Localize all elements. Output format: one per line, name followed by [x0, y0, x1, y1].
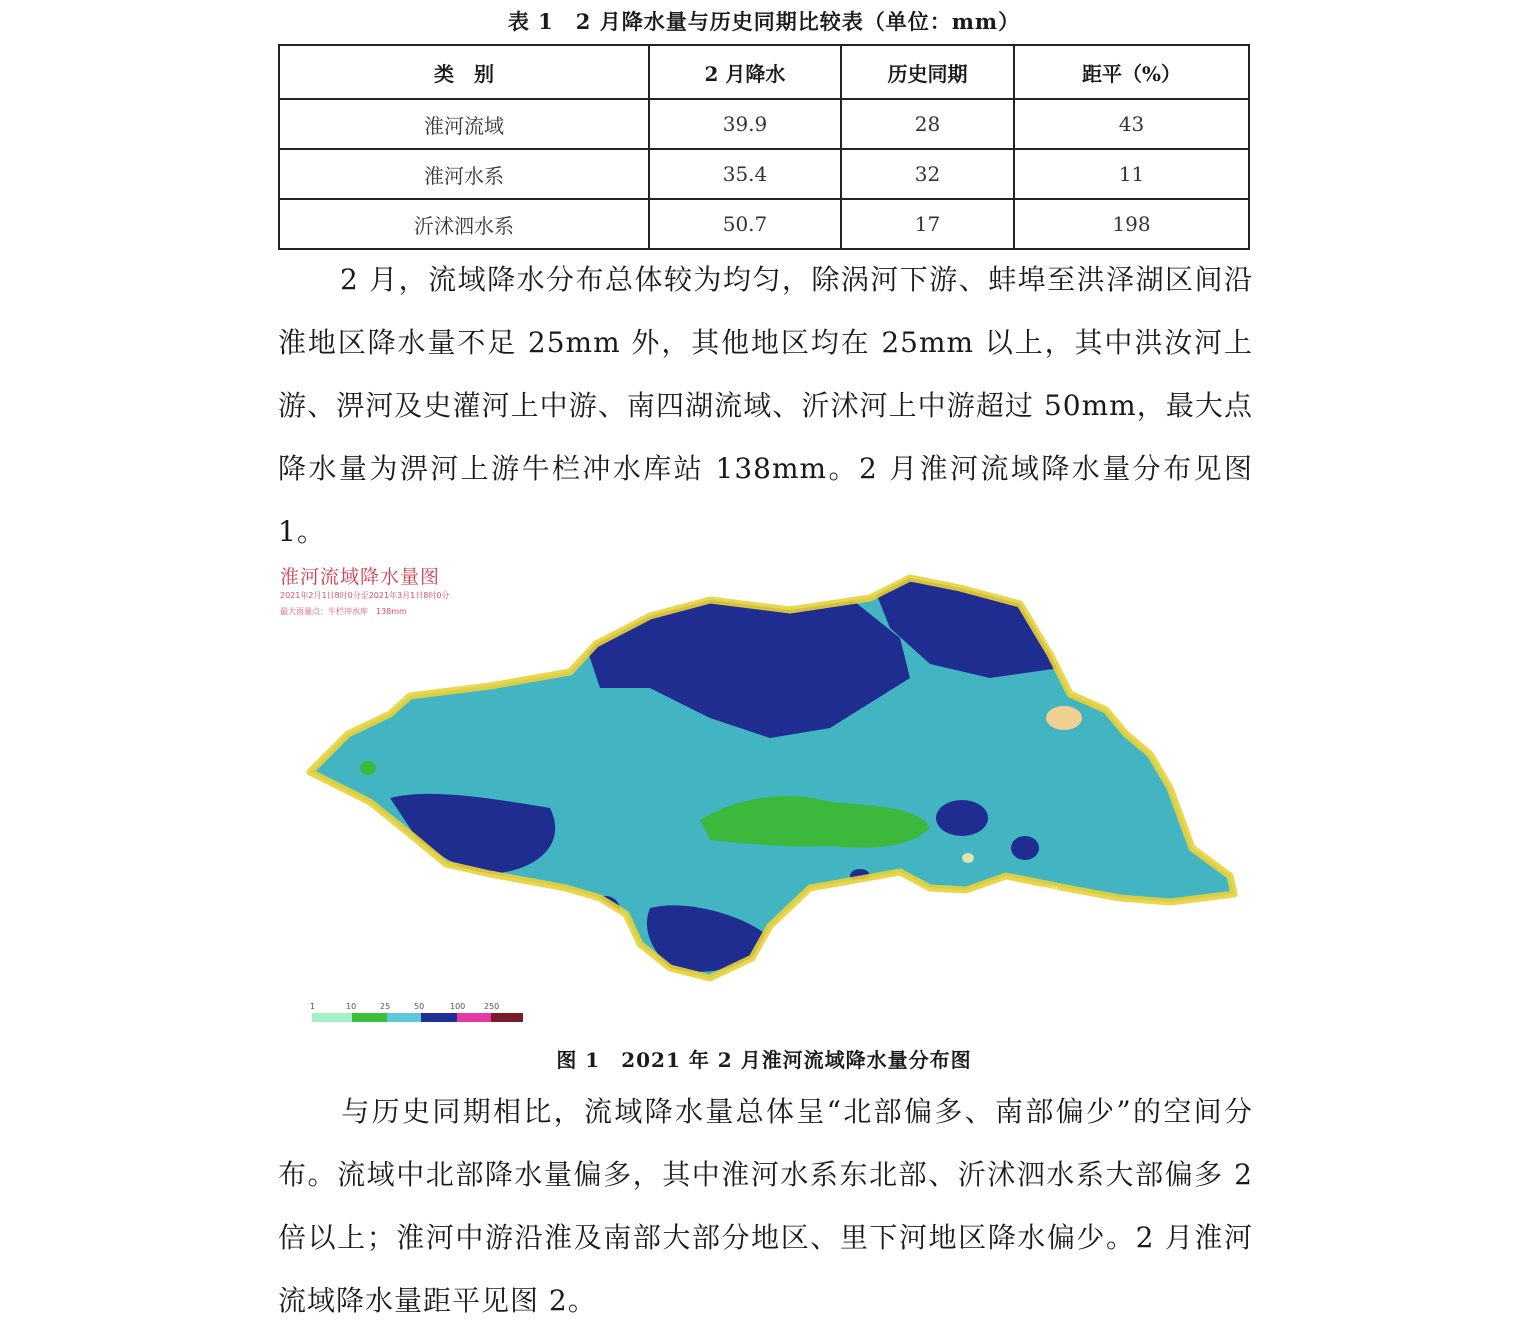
paragraph-2-text: 与历史同期相比，流域降水量总体呈“北部偏多、南部偏少”的空间分布。流域中北部降水量偏多，其中淮河水系东北部、沂沭泗水系大部偏多 2 倍以上；淮河中游沿淮及南部大部分地区、里下河地区降水偏少。2 月淮河流域降水量距平见图 2。 — [278, 1095, 1253, 1317]
legend-tick: 50 — [414, 1002, 425, 1011]
cell-historical: 28 — [841, 99, 1014, 149]
header-anomaly: 距平（%） — [1014, 45, 1249, 99]
paragraph-2 — [278, 1080, 1253, 1332]
cell-category: 淮河水系 — [279, 149, 649, 199]
paragraph-1-text: 2 月，流域降水分布总体较为均匀，除涡河下游、蚌埠至洪泽湖区间沿淮地区降水量不足 25mm 外，其他地区均在 25mm 以上，其中洪汝河上游、淠河及史灌河上中游、南四湖流域、沂沭河上中游超过 50mm，最大点降水量为淠河上游牛栏冲水库站 138mm。2 月淮河流域降水量分布见图 1。 — [278, 263, 1253, 548]
header-feb-precip: 2 月降水 — [649, 45, 841, 99]
header-historical: 历史同期 — [841, 45, 1014, 99]
legend-swatch — [312, 1013, 352, 1022]
paragraph-1 — [278, 248, 1253, 563]
cell-feb-precip: 35.4 — [649, 149, 841, 199]
table-caption: 表 1 2 月降水量与历史同期比较表（单位：mm） — [507, 9, 1021, 34]
precipitation-map-figure — [270, 558, 1260, 1028]
legend-tick: 25 — [380, 1002, 391, 1011]
cell-anomaly: 43 — [1014, 99, 1249, 149]
map-legend — [310, 1002, 523, 1022]
legend-swatch — [421, 1013, 457, 1022]
legend-tick: 100 — [450, 1002, 466, 1011]
table-row — [279, 99, 1249, 149]
table-header-row — [279, 45, 1249, 99]
map-place-label: 泰州 — [1040, 887, 1059, 897]
cell-anomaly: 198 — [1014, 199, 1249, 249]
legend-swatch — [352, 1013, 387, 1022]
table-row — [279, 149, 1249, 199]
cell-category: 淮河流域 — [279, 99, 649, 149]
legend-swatch — [457, 1013, 491, 1022]
cell-anomaly: 11 — [1014, 149, 1249, 199]
map-title: 淮河流域降水量图 — [280, 566, 441, 588]
header-category: 类 别 — [279, 45, 649, 99]
cell-feb-precip: 39.9 — [649, 99, 841, 149]
legend-tick: 10 — [346, 1002, 357, 1011]
cell-historical: 32 — [841, 149, 1014, 199]
cell-category: 沂沭泗水系 — [279, 199, 649, 249]
figure-caption: 图 1 2021 年 2 月淮河流域降水量分布图 — [556, 1048, 972, 1072]
cell-feb-precip: 50.7 — [649, 199, 841, 249]
table-row — [279, 199, 1249, 249]
legend-swatch — [387, 1013, 421, 1022]
cell-historical: 17 — [841, 199, 1014, 249]
map-subtitle: 2021年2月1日8时0分至2021年3月1日8时0分 — [280, 591, 450, 600]
precipitation-map — [270, 558, 1260, 1028]
legend-tick: 1 — [310, 1002, 316, 1011]
legend-tick: 250 — [484, 1002, 500, 1011]
comparison-table — [278, 44, 1250, 250]
map-max-station: 最大雨量点：牛栏冲水库 138mm — [280, 607, 407, 616]
legend-swatch — [491, 1013, 523, 1022]
